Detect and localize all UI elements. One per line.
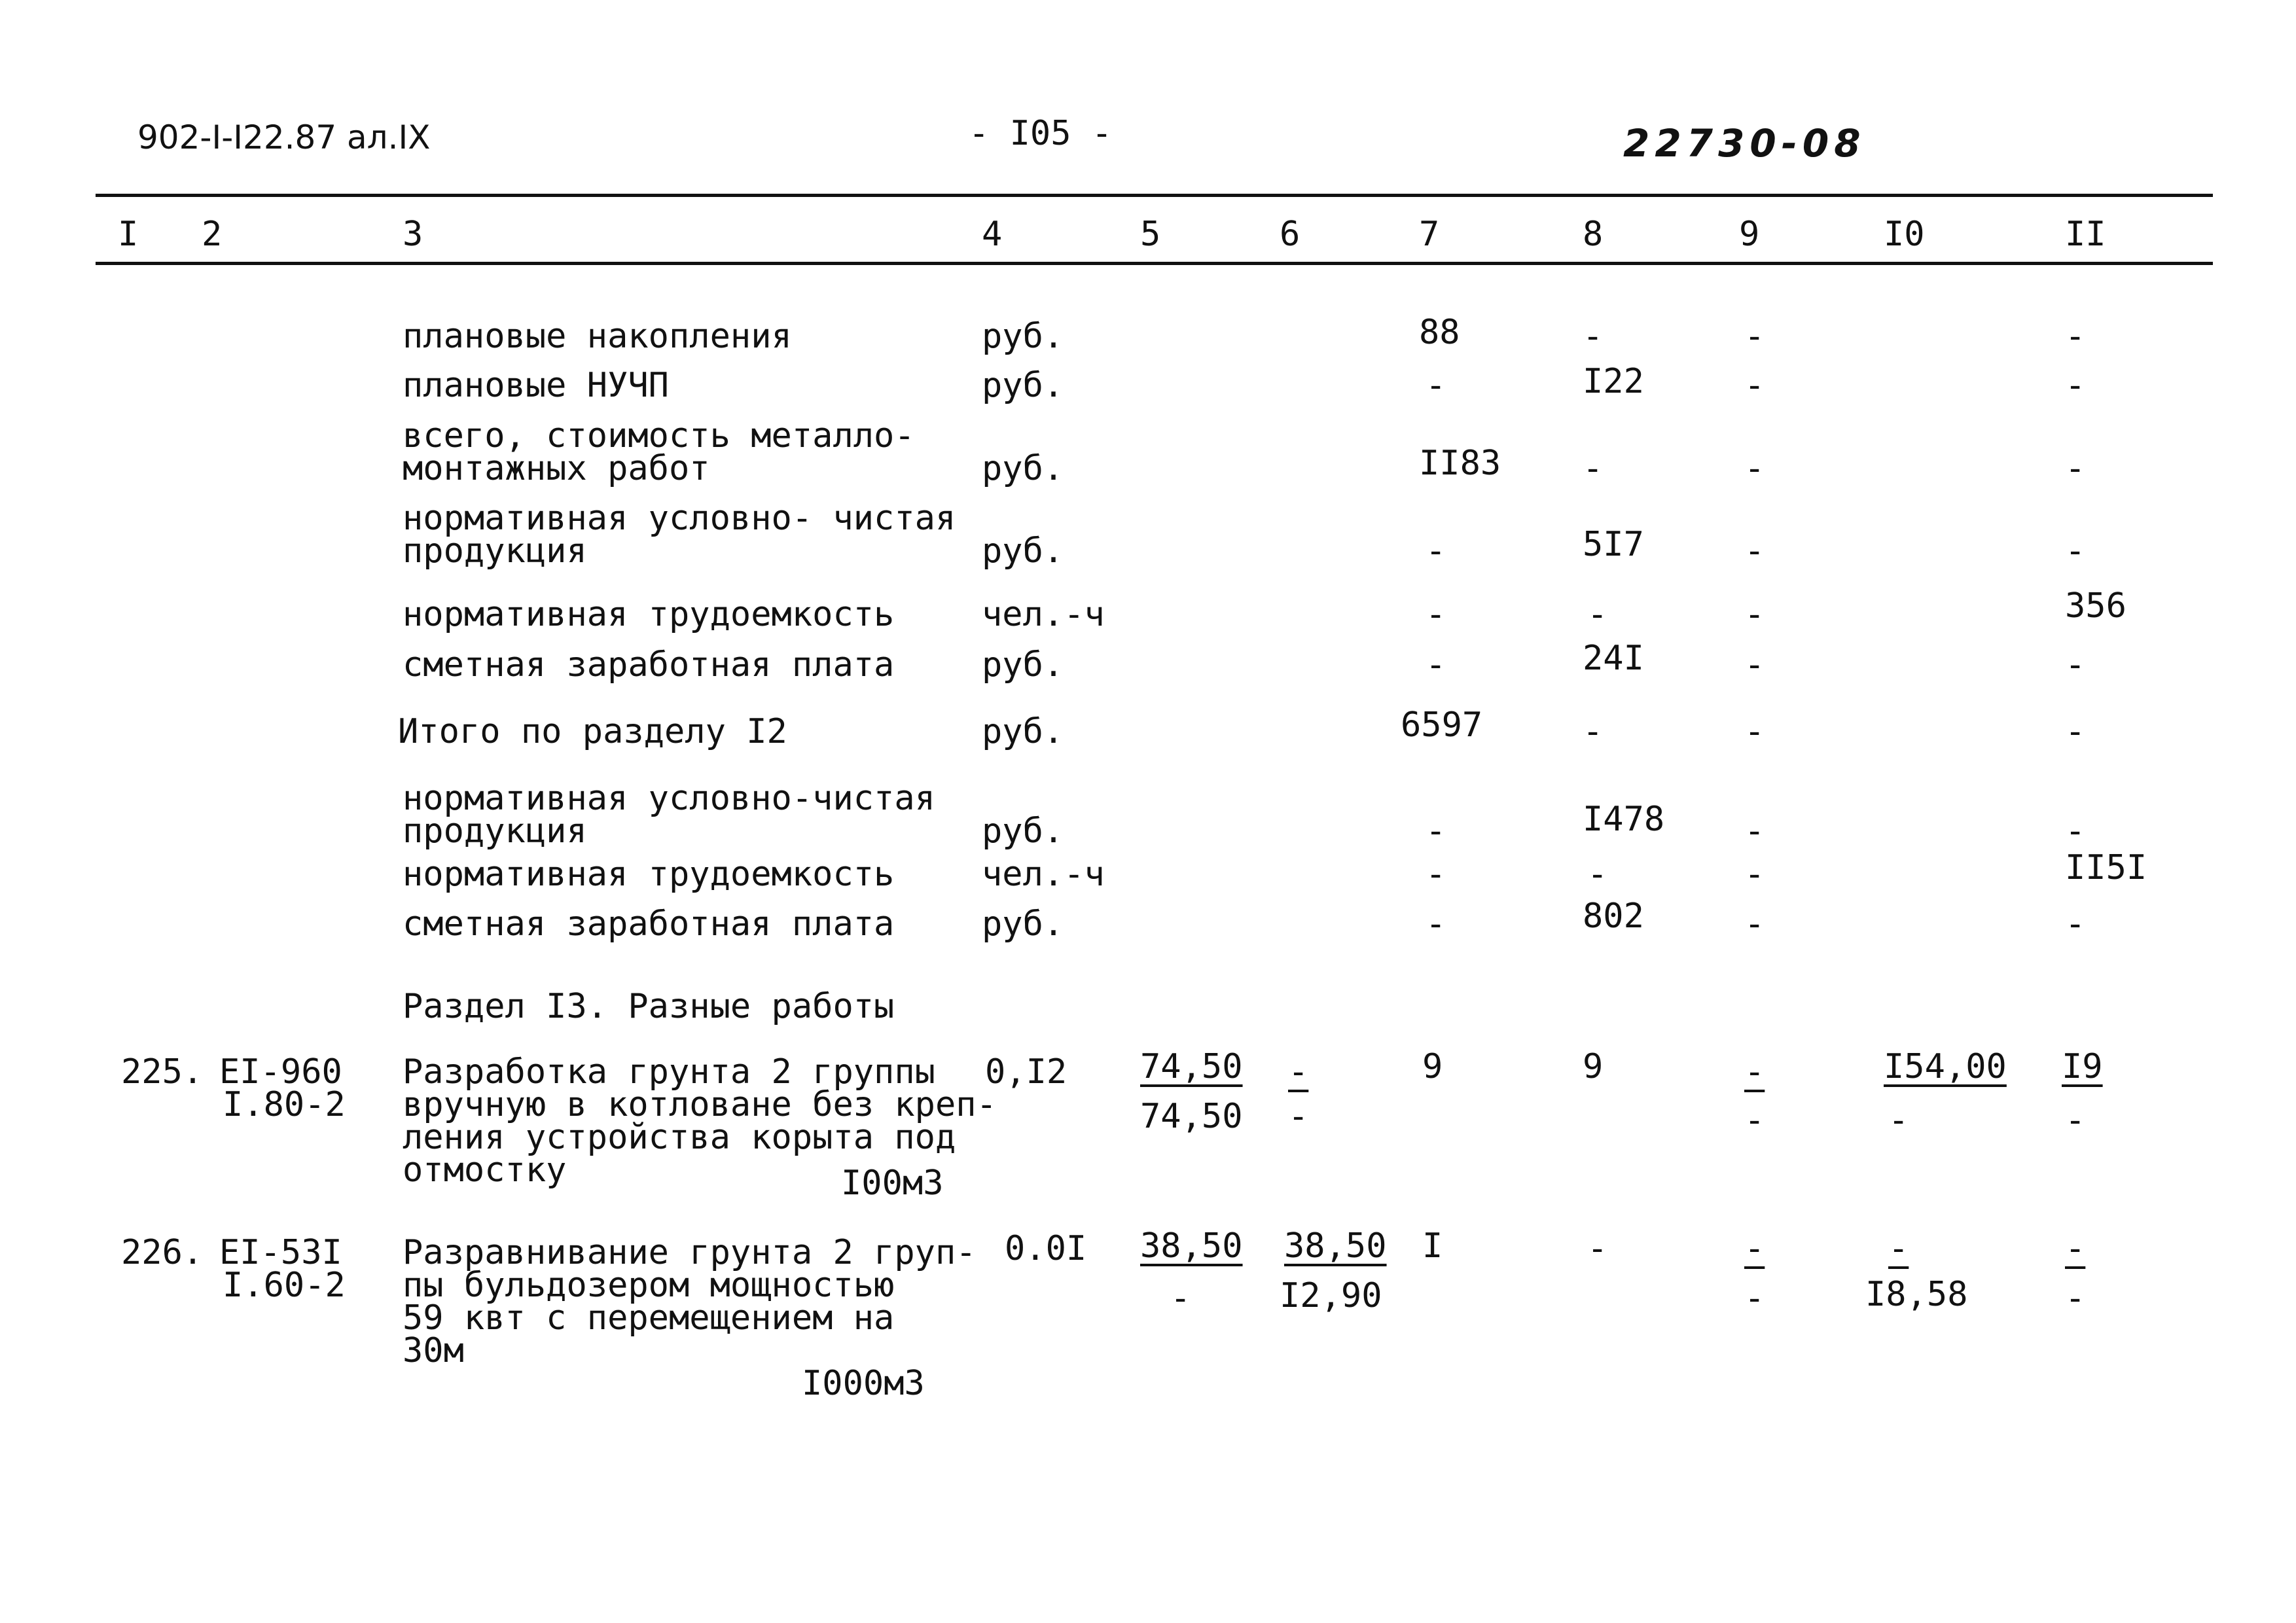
- col9-value: -: [1744, 595, 1765, 634]
- item-quantity: 0.0I: [1005, 1229, 1087, 1268]
- row-unit: руб.: [982, 531, 1064, 571]
- item-quantity: 0,I2: [985, 1052, 1067, 1092]
- column-header: 3: [403, 215, 423, 254]
- col6-bottom: -: [1288, 1097, 1309, 1136]
- row-unit: руб.: [982, 366, 1064, 405]
- row-name: продукция: [403, 812, 587, 851]
- col9-value: -: [1744, 645, 1765, 685]
- row-unit: чел.-ч: [982, 595, 1105, 634]
- col7-value: 9: [1422, 1047, 1443, 1086]
- table-top-rule: [96, 194, 2213, 197]
- item-unit: I000м3: [802, 1364, 925, 1403]
- col7-value: -: [1426, 531, 1446, 571]
- col7-value: -: [1426, 645, 1446, 685]
- item-number: 225.: [121, 1052, 204, 1092]
- item-unit: I00м3: [841, 1164, 944, 1203]
- col7-value: II83: [1419, 444, 1501, 483]
- row-name: сметная заработная плата: [403, 645, 895, 685]
- col5-top: 74,50: [1140, 1047, 1243, 1086]
- item-description-line: Разравнивание грунта 2 груп-: [403, 1233, 977, 1272]
- col11-value: -: [2065, 904, 2086, 944]
- col6-bottom: I2,90: [1280, 1276, 1382, 1315]
- col11-value: -: [2065, 366, 2086, 405]
- row-name: нормативная условно- чистая: [403, 499, 956, 538]
- column-header: I: [118, 215, 139, 254]
- row-name: плановые накопления: [403, 317, 792, 356]
- column-header: 2: [202, 215, 223, 254]
- item-description-line: 59 квт с перемещением на: [403, 1298, 895, 1338]
- item-number: 226.: [121, 1233, 204, 1272]
- row-name: нормативная условно-чистая: [403, 779, 935, 818]
- col7-value: -: [1426, 855, 1446, 894]
- col8-value: 5I7: [1583, 525, 1644, 564]
- col11-top: -: [2065, 1229, 2086, 1268]
- col9-bottom: -: [1744, 1279, 1765, 1318]
- column-header: 6: [1280, 215, 1300, 254]
- col6-top: -: [1288, 1052, 1309, 1092]
- section-title: Раздел I3. Разные работы: [403, 987, 895, 1026]
- col5-bottom: 74,50: [1140, 1097, 1243, 1136]
- item-code: EI-53I: [219, 1233, 342, 1272]
- col7-value: -: [1426, 812, 1446, 851]
- row-name: нормативная трудоемкость: [403, 595, 895, 634]
- col11-bottom: -: [2065, 1279, 2086, 1318]
- col8-value: -: [1583, 712, 1604, 751]
- row-unit: руб.: [982, 317, 1064, 356]
- col5-top: 38,50: [1140, 1226, 1243, 1266]
- col11-value: -: [2065, 317, 2086, 356]
- page-number: - I05 -: [969, 114, 1113, 153]
- col9-bottom: -: [1744, 1101, 1765, 1140]
- row-name: нормативная трудоемкость: [403, 855, 895, 894]
- row-name: всего, стоимость металло-: [403, 416, 915, 455]
- col9-value: -: [1744, 712, 1765, 751]
- column-header: 7: [1419, 215, 1440, 254]
- col9-value: -: [1744, 855, 1765, 894]
- item-description-line: вручную в котловане без креп-: [403, 1085, 997, 1124]
- item-code: EI-960: [219, 1052, 342, 1092]
- col9-value: -: [1744, 531, 1765, 571]
- col9-value: -: [1744, 904, 1765, 944]
- col9-top: -: [1744, 1229, 1765, 1268]
- item-code: I.60-2: [223, 1266, 346, 1305]
- col8-value: -: [1587, 855, 1608, 894]
- col11-bottom: -: [2065, 1101, 2086, 1140]
- row-name: продукция: [403, 531, 587, 571]
- row-unit: руб.: [982, 449, 1064, 488]
- section-total-label: Итого по разделу I2: [398, 712, 787, 751]
- col6-top: 38,50: [1284, 1226, 1387, 1266]
- col9-value: -: [1744, 366, 1765, 405]
- col7-value: 6597: [1401, 705, 1483, 745]
- col8-value: I478: [1583, 800, 1665, 839]
- col7-value: -: [1426, 904, 1446, 944]
- col8-value: I22: [1583, 362, 1644, 401]
- row-unit: руб.: [982, 812, 1064, 851]
- row-name: монтажных работ: [403, 449, 710, 488]
- document-stamp: 22730-08: [1623, 121, 1866, 166]
- col11-value: -: [2065, 449, 2086, 488]
- col7-value: I: [1422, 1226, 1443, 1266]
- item-description-line: ления устройства корыта под: [403, 1118, 956, 1157]
- column-header: 9: [1739, 215, 1760, 254]
- col5-bottom: -: [1170, 1279, 1191, 1318]
- column-header: I0: [1884, 215, 1925, 254]
- row-unit: руб.: [982, 645, 1064, 685]
- col11-top: I9: [2062, 1047, 2103, 1086]
- column-header: 8: [1583, 215, 1604, 254]
- col10-bottom: -: [1888, 1101, 1909, 1140]
- item-description-line: 30м: [403, 1331, 464, 1370]
- col8-value: -: [1587, 1229, 1608, 1268]
- col9-top: -: [1744, 1052, 1765, 1092]
- col11-value: II5I: [2065, 848, 2147, 887]
- col10-bottom: I8,58: [1865, 1275, 1968, 1314]
- document-code: 902-I-I22.87 ал.IX: [137, 118, 431, 156]
- item-description-line: пы бульдозером мощностью: [403, 1266, 895, 1305]
- col11-value: -: [2065, 645, 2086, 685]
- row-name: плановые НУЧП: [403, 366, 669, 405]
- col7-value: -: [1426, 595, 1446, 634]
- row-unit: руб.: [982, 712, 1064, 751]
- column-header: 4: [982, 215, 1003, 254]
- col8-value: 9: [1583, 1047, 1604, 1086]
- col11-value: 356: [2065, 586, 2126, 626]
- table-header-rule: [96, 262, 2213, 265]
- col11-value: -: [2065, 531, 2086, 571]
- col8-value: 802: [1583, 897, 1644, 936]
- column-header: II: [2065, 215, 2106, 254]
- row-unit: чел.-ч: [982, 855, 1105, 894]
- col8-value: 24I: [1583, 639, 1644, 678]
- col10-top: I54,00: [1884, 1047, 2007, 1086]
- col9-value: -: [1744, 317, 1765, 356]
- col9-value: -: [1744, 812, 1765, 851]
- col8-value: -: [1587, 595, 1608, 634]
- col11-value: -: [2065, 812, 2086, 851]
- item-description-line: отмостку: [403, 1150, 567, 1190]
- item-code: I.80-2: [223, 1085, 346, 1124]
- row-unit: руб.: [982, 904, 1064, 944]
- col11-value: -: [2065, 712, 2086, 751]
- col10-top: -: [1888, 1229, 1909, 1268]
- row-name: сметная заработная плата: [403, 904, 895, 944]
- col7-value: 88: [1419, 313, 1460, 352]
- item-description-line: Разработка грунта 2 группы: [403, 1052, 935, 1092]
- col7-value: -: [1426, 366, 1446, 405]
- col9-value: -: [1744, 449, 1765, 488]
- col8-value: -: [1583, 449, 1604, 488]
- column-header: 5: [1140, 215, 1161, 254]
- col8-value: -: [1583, 317, 1604, 356]
